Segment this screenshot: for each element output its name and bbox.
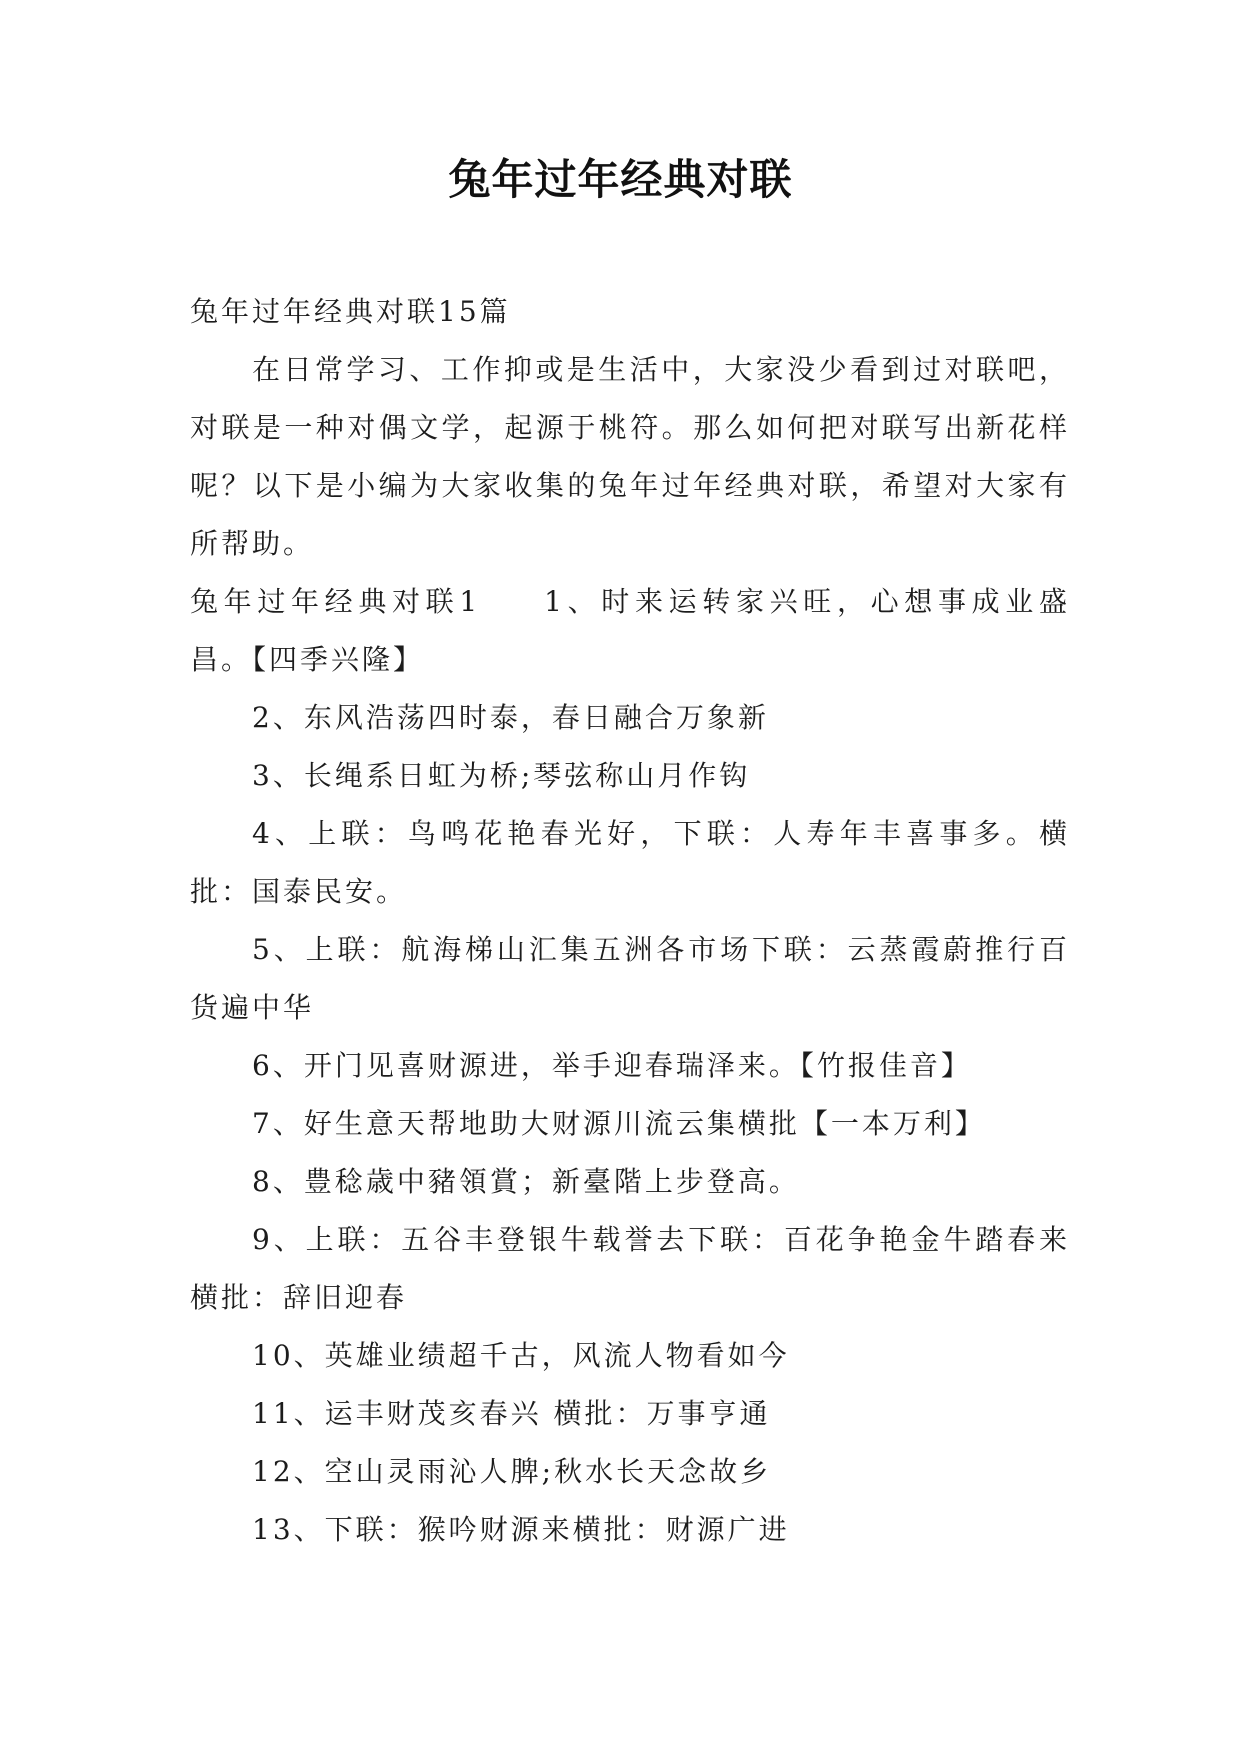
couplet-item: 1、时来运转家兴旺，心想事成业盛昌。【四季兴隆】	[190, 585, 1070, 676]
couplet-item: 3、长绳系日虹为桥;琴弦称山月作钩	[252, 759, 751, 792]
couplet-item: 4、上联：鸟鸣花艳春光好，下联：人寿年丰喜事多。横批：国泰民安。	[190, 817, 1070, 908]
section-heading: 兔年过年经典对联1	[190, 585, 481, 618]
document-title: 兔年过年经典对联	[448, 155, 793, 204]
couplet-item: 10、英雄业绩超千古，风流人物看如今	[252, 1339, 790, 1372]
couplet-item: 13、下联：猴吟财源来横批：财源广进	[252, 1513, 790, 1546]
couplet-item: 12、空山灵雨沁人脾;秋水长天念故乡	[252, 1455, 772, 1488]
couplet-item: 7、好生意天帮地助大财源川流云集横批【一本万利】	[252, 1107, 986, 1140]
couplet-item: 5、上联：航海梯山汇集五洲各市场下联：云蒸霞蔚推行百货遍中华	[190, 933, 1070, 1024]
couplet-item: 8、豊稔歳中豬領賞；新臺階上步登高。	[252, 1165, 800, 1198]
subtitle: 兔年过年经典对联15篇	[190, 295, 511, 328]
section-paragraph	[190, 573, 1070, 689]
couplet-item: 11、运丰财茂亥春兴 横批：万事亨通	[252, 1397, 771, 1430]
document-body	[190, 283, 1070, 1559]
couplet-item: 2、东风浩荡四时泰，春日融合万象新	[252, 701, 769, 734]
couplet-item: 6、开门见喜财源进，举手迎春瑞泽来。【竹报佳音】	[252, 1049, 972, 1082]
intro-paragraph: 在日常学习、工作抑或是生活中，大家没少看到过对联吧，对联是一种对偶文学，起源于桃符。那么如何把对联写出新花样呢？以下是小编为大家收集的兔年过年经典对联，希望对大家有所帮助。	[190, 353, 1070, 560]
couplet-item: 9、上联：五谷丰登银牛载誉去下联：百花争艳金牛踏春来横批：辞旧迎春	[190, 1223, 1070, 1314]
